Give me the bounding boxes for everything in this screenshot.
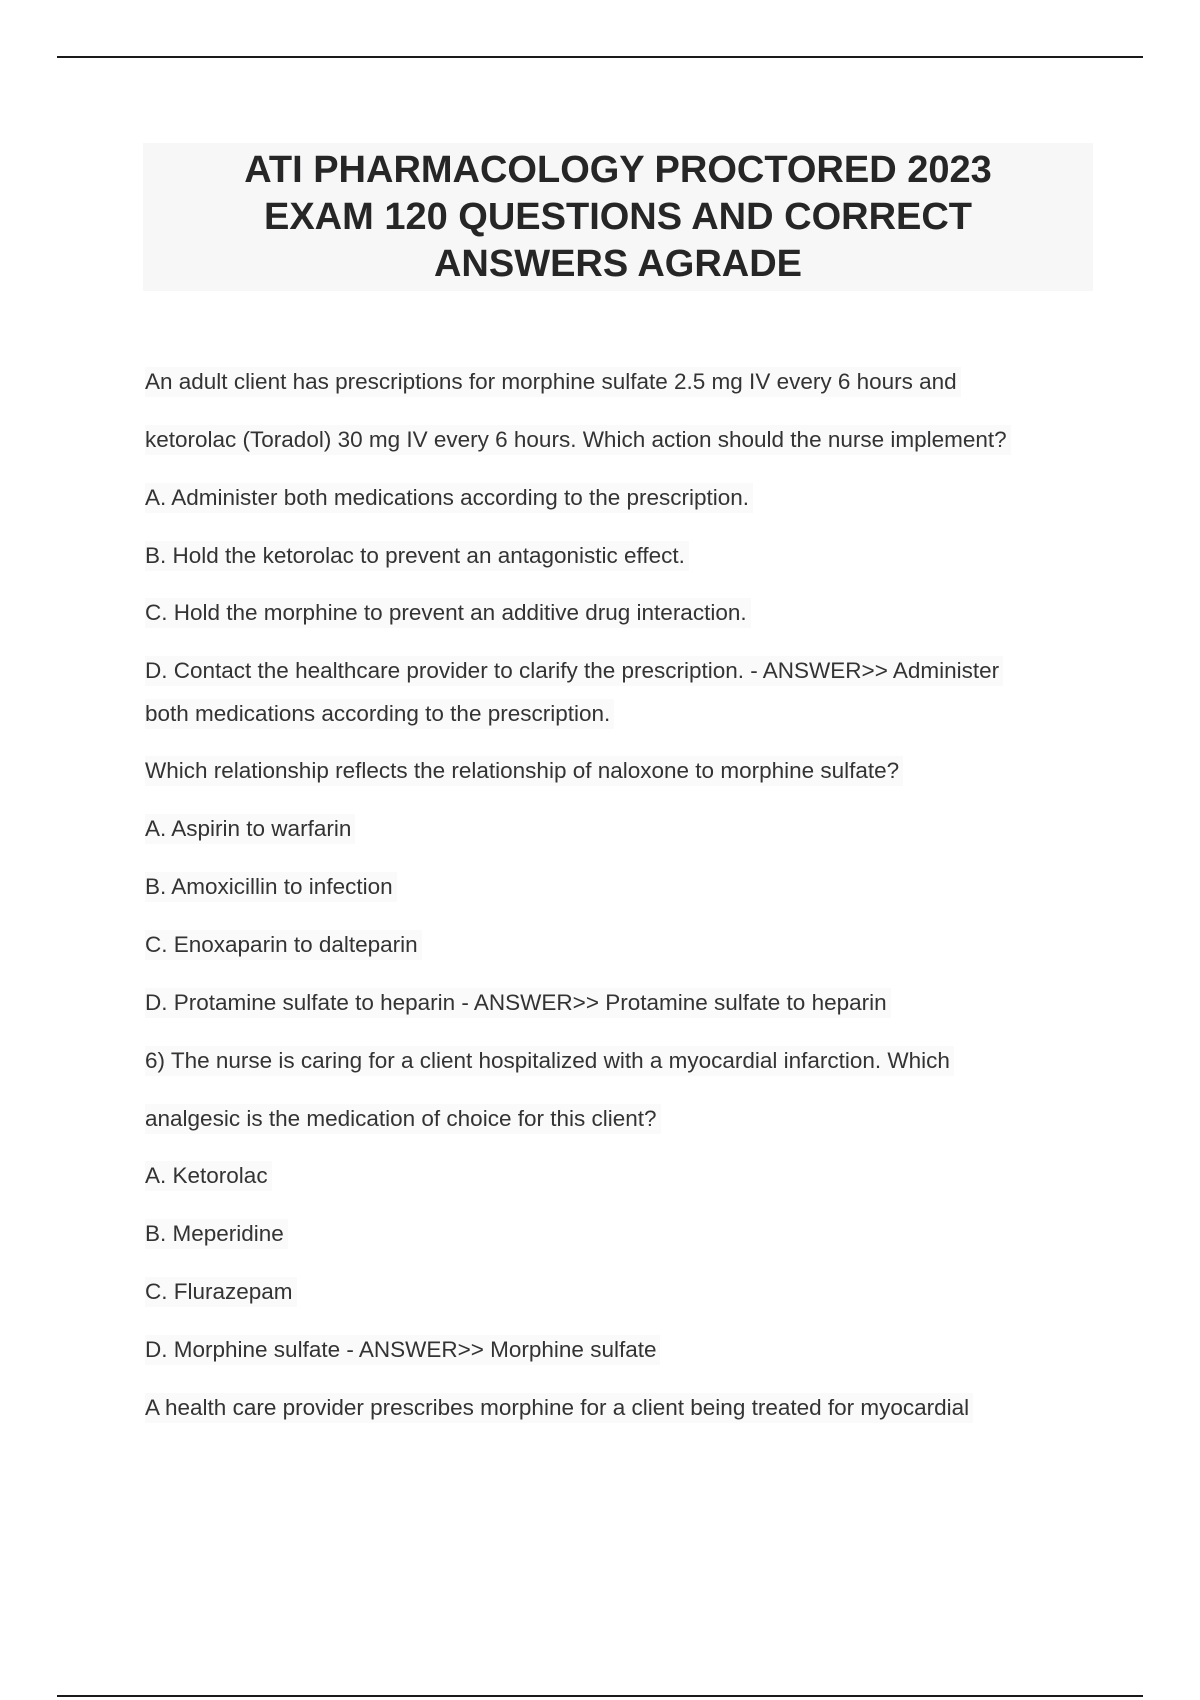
bottom-rule: [57, 1695, 1143, 1697]
question-1-answer-cont: both medications according to the prescription.: [145, 699, 614, 729]
question-3-option-b: B. Meperidine: [145, 1219, 288, 1249]
question-1-option-d-answer: D. Contact the healthcare provider to clarify the prescription. - ANSWER>> Administer: [145, 656, 1003, 686]
document-title-line-1: ATI PHARMACOLOGY PROCTORED 2023: [244, 148, 992, 191]
document-title-line-2: EXAM 120 QUESTIONS AND CORRECT: [263, 195, 973, 238]
question-2-option-a: A. Aspirin to warfarin: [145, 814, 355, 844]
question-1-option-b: B. Hold the ketorolac to prevent an antagonistic effect.: [145, 541, 689, 571]
question-2-option-b: B. Amoxicillin to infection: [145, 872, 397, 902]
question-2-option-c: C. Enoxaparin to dalteparin: [145, 930, 422, 960]
question-3-option-c: C. Flurazepam: [145, 1277, 297, 1307]
question-3-text: 6) The nurse is caring for a client hospitalized with a myocardial infarction. Which: [145, 1046, 954, 1076]
question-1-text: An adult client has prescriptions for morphine sulfate 2.5 mg IV every 6 hours and: [145, 367, 961, 397]
top-rule: [57, 56, 1143, 58]
question-3-option-a: A. Ketorolac: [145, 1161, 272, 1191]
question-4-text: A health care provider prescribes morphine for a client being treated for myocardial: [145, 1393, 973, 1423]
question-1-option-a: A. Administer both medications according to the prescription.: [145, 483, 753, 513]
document-title-line-3: ANSWERS AGRADE: [433, 242, 803, 285]
document-title-block: [143, 143, 1093, 291]
question-3-text-cont: analgesic is the medication of choice for this client?: [145, 1104, 661, 1134]
question-2-option-d-answer: D. Protamine sulfate to heparin - ANSWER>> Protamine sulfate to heparin: [145, 988, 891, 1018]
question-3-option-d-answer: D. Morphine sulfate - ANSWER>> Morphine sulfate: [145, 1335, 660, 1365]
question-2-text: Which relationship reflects the relationship of naloxone to morphine sulfate?: [145, 756, 903, 786]
question-1-option-c: C. Hold the morphine to prevent an additive drug interaction.: [145, 598, 751, 628]
question-1-text-cont: ketorolac (Toradol) 30 mg IV every 6 hours. Which action should the nurse implement?: [145, 425, 1011, 455]
